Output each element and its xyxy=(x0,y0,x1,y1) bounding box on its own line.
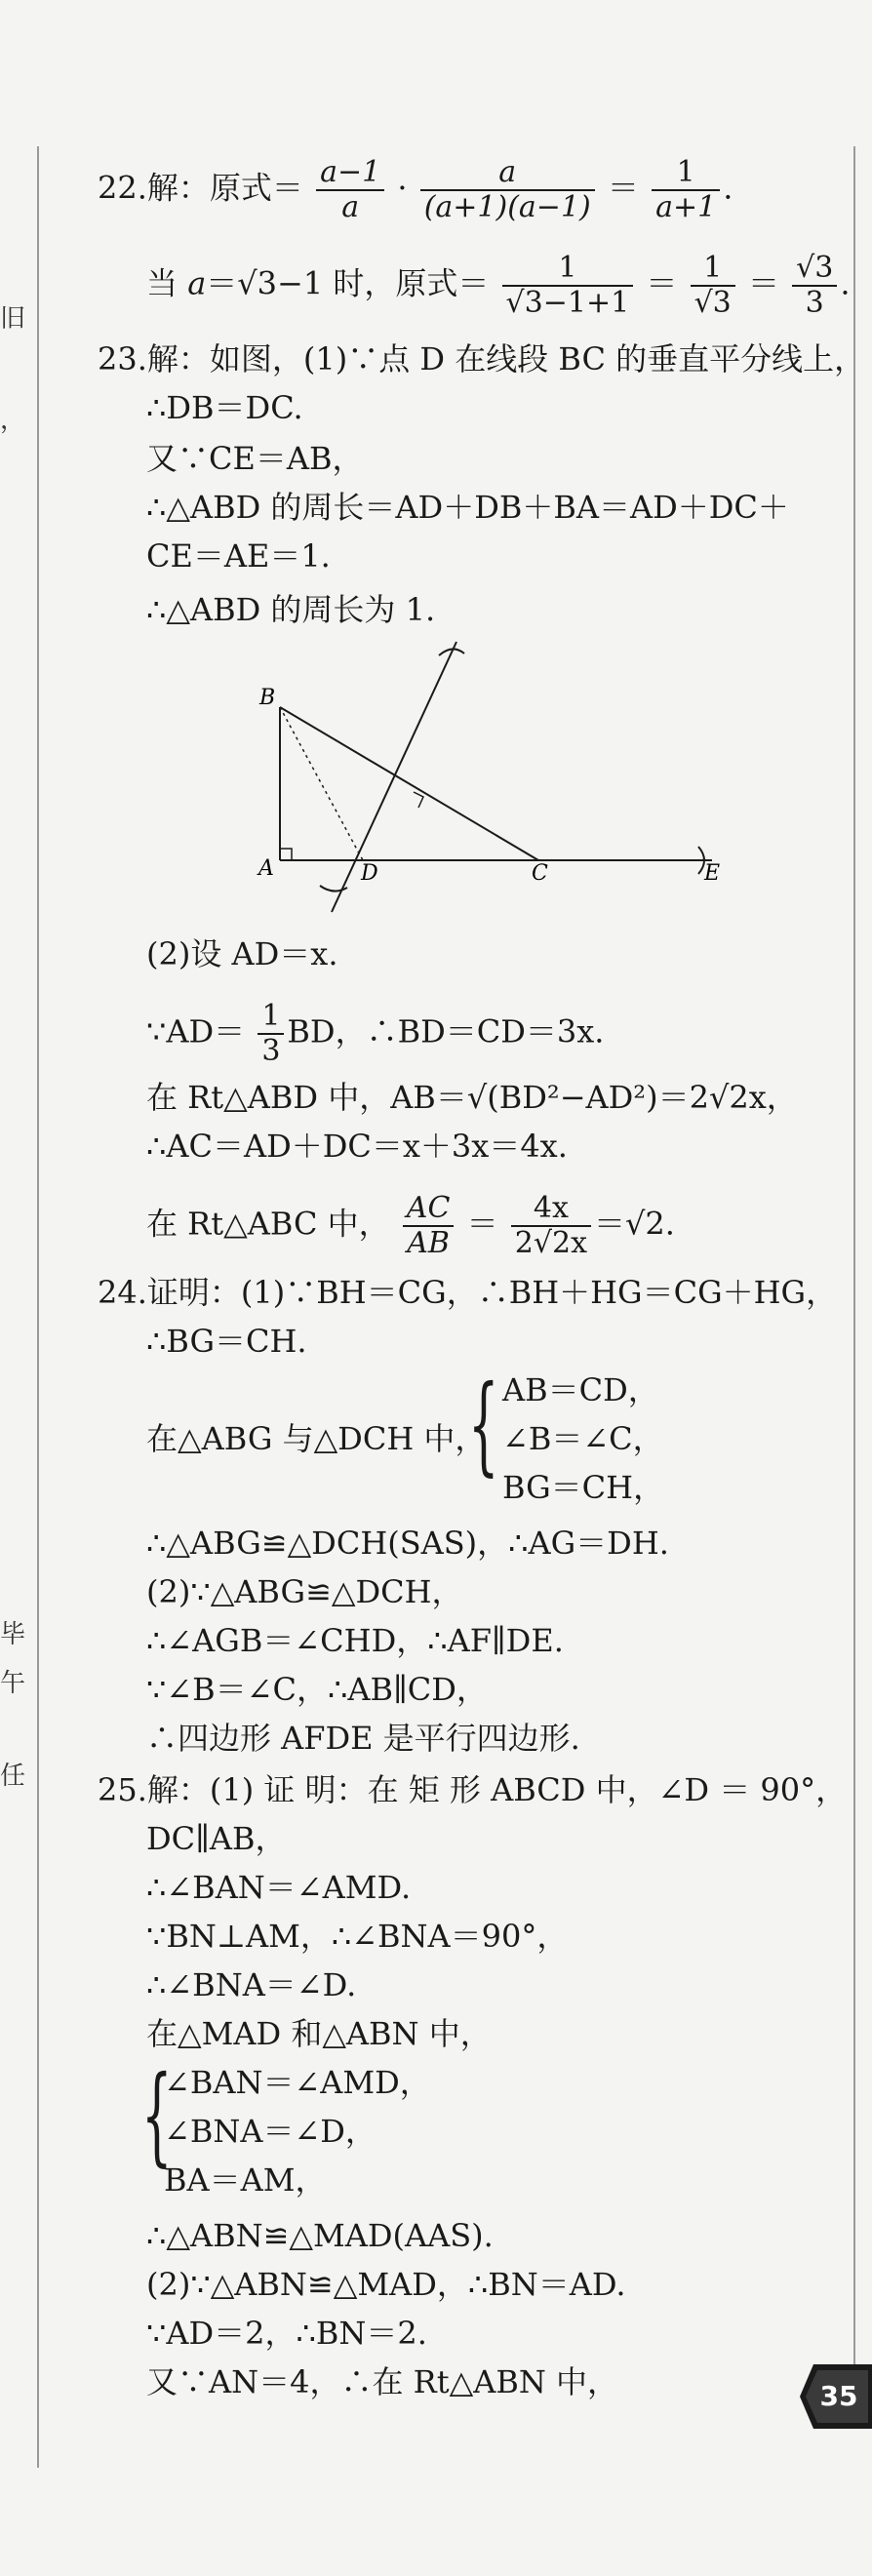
q24-system-2: ∠B＝∠C， xyxy=(502,1420,664,1457)
svg-text:35: 35 xyxy=(819,2380,858,2412)
q23-line-8: ∵AD＝ $\frac{1}{3}$ BD，∴BD＝CD＝3x. xyxy=(146,999,605,1068)
q23-line-6: ∴△ABD 的周长为 1. xyxy=(146,591,436,628)
q25-line-1: 25.解：(1) 证 明：在 矩 形 ABCD 中，∠D ＝ 90°， xyxy=(98,1771,848,1808)
label-d: D xyxy=(361,861,378,886)
margin-char: ， xyxy=(0,406,26,435)
fraction: $\frac{1}{√3}$ xyxy=(691,252,735,320)
q25-system-2: ∠BNA＝∠D， xyxy=(164,2113,377,2150)
fraction: $\frac{4x}{2√2x}$ xyxy=(511,1192,591,1260)
margin-char: 毕 xyxy=(0,1620,26,1649)
system-brace: { xyxy=(141,2052,173,2177)
fraction: $\frac{1}{3}$ xyxy=(258,1000,284,1068)
q25-system-1: ∠BAN＝∠AMD， xyxy=(164,2064,431,2101)
label-e: E xyxy=(704,861,721,886)
label-a: A xyxy=(258,856,274,881)
q22-line-2: 当 a＝√3−1 时，原式＝ $\frac{1}{√3-1+1}$ ＝ $\frac{1}{√3}$ ＝ $\frac{√3}{3}$ . xyxy=(146,251,851,320)
fraction: $\frac{√3}{3}$ xyxy=(792,252,837,320)
q24-system-3: BG＝CH， xyxy=(502,1469,665,1506)
system-brace: { xyxy=(468,1362,499,1486)
fraction: $\frac{1}{√3-1+1}$ xyxy=(502,252,634,320)
q24-system-1: AB＝CD， xyxy=(502,1371,659,1408)
q23-line-3: 又∵CE＝AB， xyxy=(146,440,364,477)
right-angle-mark-a xyxy=(280,849,292,860)
margin-char: 午 xyxy=(0,1669,26,1698)
q25-line-3: ∴∠BAN＝∠AMD. xyxy=(146,1869,412,1906)
q25-line-8: (2)∵△ABN≌△MAD，∴BN＝AD. xyxy=(146,2266,626,2303)
q25-line-7: ∴△ABN≌△MAD(AAS). xyxy=(146,2217,494,2254)
q23-line-10: ∴AC＝AD＋DC＝x＋3x＝4x. xyxy=(146,1128,568,1165)
geometry-figure xyxy=(254,634,751,927)
q23-line-4: ∴△ABD 的周长＝AD＋DB＋BA＝AD＋DC＋ xyxy=(146,489,789,526)
q23-line-11: 在 Rt△ABC 中， $\frac{AC}{AB}$ ＝ $\frac{4x}{2√2x}$ ＝√2. xyxy=(146,1191,675,1260)
q24-line-6: ∴∠AGB＝∠CHD，∴AF∥DE. xyxy=(146,1622,564,1659)
q23-line-1: 23.解：如图，(1)∵点 D 在线段 BC 的垂直平分线上， xyxy=(98,340,866,377)
page-number-badge xyxy=(800,2360,872,2433)
q25-line-5: ∴∠BNA＝∠D. xyxy=(146,1966,357,2003)
q25-line-6: 在△MAD 和△ABN 中， xyxy=(146,2015,492,2052)
q24-line-1: 24.证明：(1)∵BH＝CG，∴BH＋HG＝CG＋HG， xyxy=(98,1274,838,1311)
q23-line-9: 在 Rt△ABD 中，AB＝√(BD²−AD²)＝2√2x， xyxy=(146,1079,798,1116)
q23-line-5: CE＝AE＝1. xyxy=(146,537,331,575)
q24-line-7: ∵∠B＝∠C，∴AB∥CD， xyxy=(146,1671,488,1708)
segment-bd-dotted xyxy=(280,707,363,860)
q25-line-10: 又∵AN＝4，∴在 Rt△ABN 中， xyxy=(146,2363,619,2400)
perpendicular-bisector xyxy=(332,642,456,912)
margin-char: 旧 xyxy=(0,304,26,334)
label-c: C xyxy=(532,861,548,886)
label-b: B xyxy=(259,686,276,710)
q22-line-1: 22.解：原式＝ $\frac{a-1}{a}$ · $\frac{a}{(a+1)(a-1)}$ ＝ $\frac{1}{a+1}$ . xyxy=(98,155,733,224)
fraction: $\frac{AC}{AB}$ xyxy=(403,1192,455,1260)
q25-line-9: ∵AD＝2，∴BN＝2. xyxy=(146,2315,427,2352)
q24-line-2: ∴BG＝CH. xyxy=(146,1323,307,1360)
q25-line-2: DC∥AB， xyxy=(146,1820,287,1857)
q23-line-7: (2)设 AD＝x. xyxy=(146,935,338,972)
q25-line-4: ∵BN⊥AM，∴∠BNA＝90°， xyxy=(146,1918,569,1955)
fraction: $\frac{a-1}{a}$ xyxy=(316,156,384,224)
q23-line-2: ∴DB＝DC. xyxy=(146,389,303,426)
fraction: $\frac{1}{a+1}$ xyxy=(652,156,720,224)
margin-char: 任 xyxy=(0,1762,26,1791)
segment-bc xyxy=(280,707,538,860)
q24-line-3: 在△ABG 与△DCH 中， xyxy=(146,1420,487,1457)
q24-line-5: (2)∵△ABG≌△DCH， xyxy=(146,1573,463,1610)
right-angle-mark-bisector xyxy=(414,792,423,808)
q25-system-3: BA＝AM， xyxy=(164,2161,327,2199)
q24-line-8: ∴四边形 AFDE 是平行四边形. xyxy=(146,1720,580,1757)
fraction: $\frac{a}{(a+1)(a-1)}$ xyxy=(420,156,595,224)
q24-line-4: ∴△ABG≌△DCH(SAS)，∴AG＝DH. xyxy=(146,1525,669,1562)
